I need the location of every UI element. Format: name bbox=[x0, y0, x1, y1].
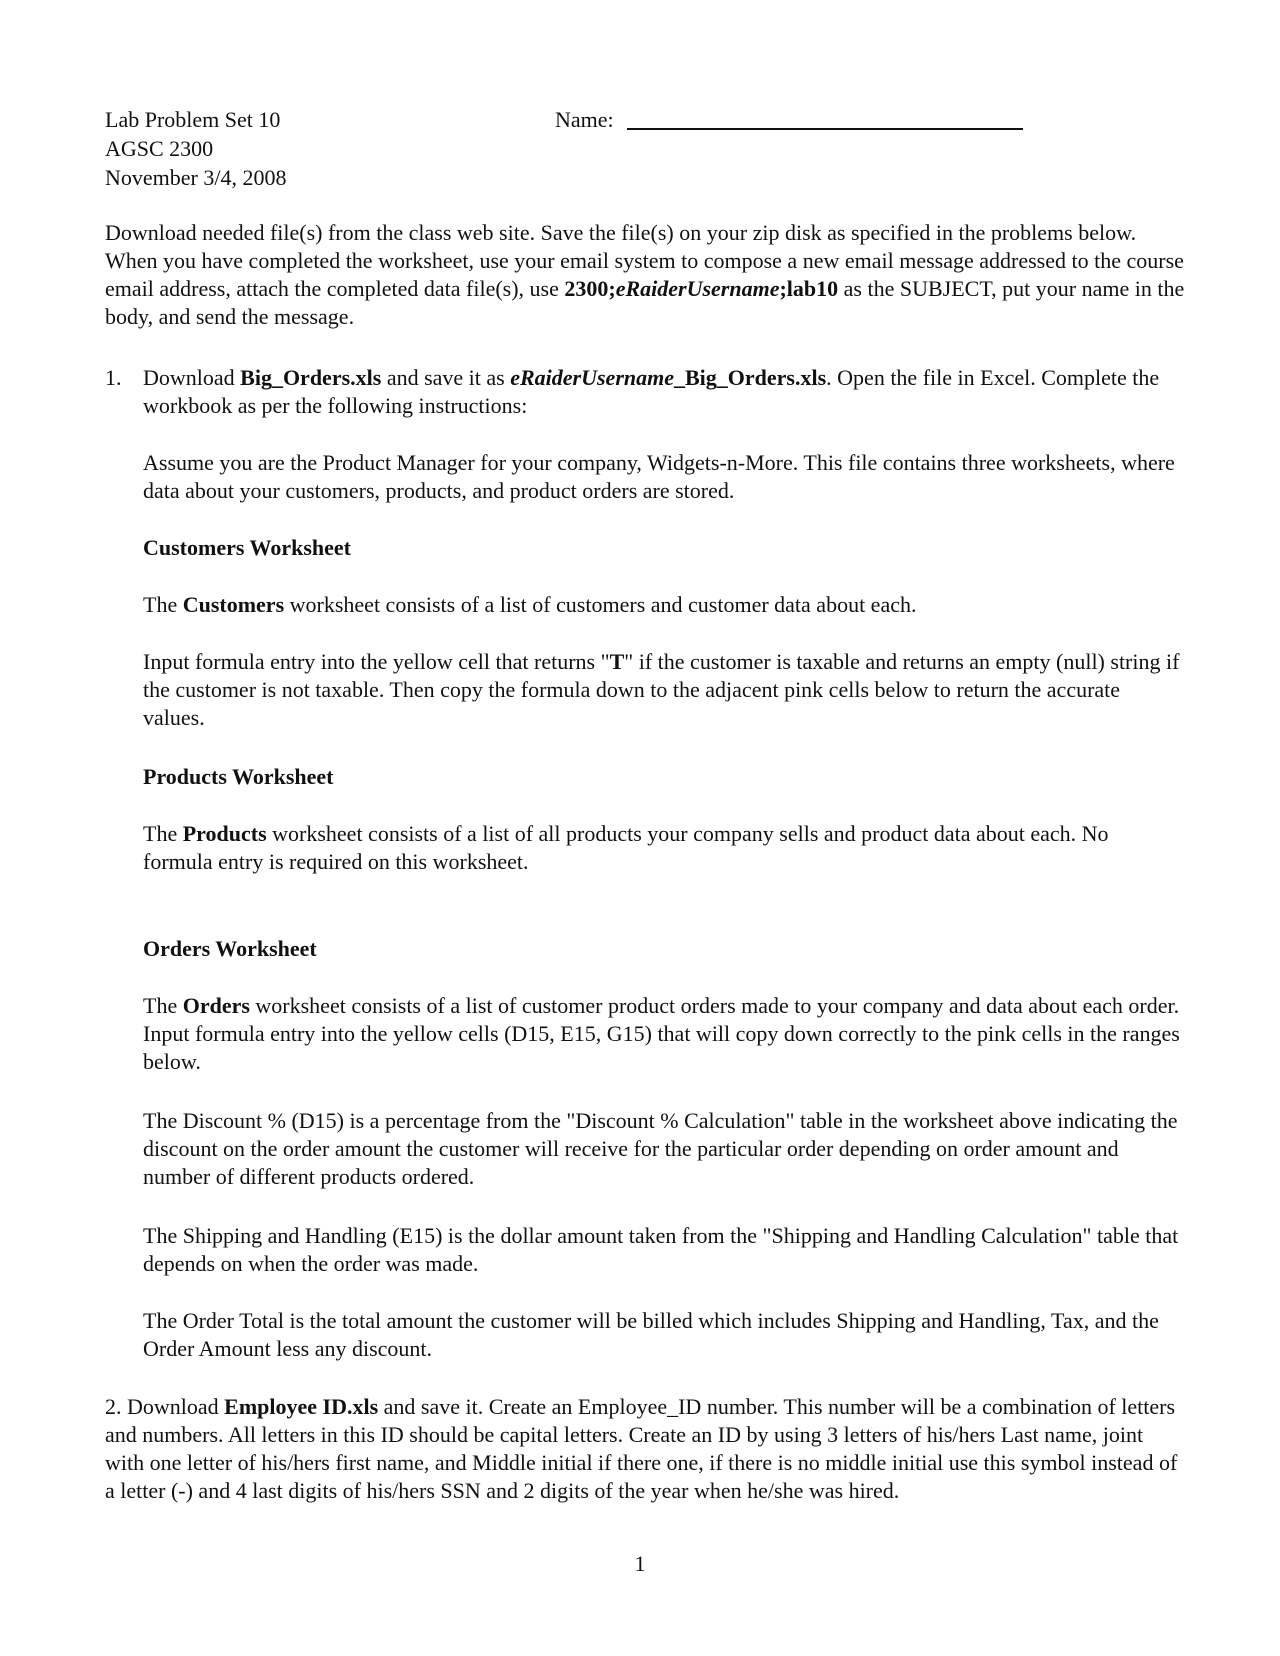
date: November 3/4, 2008 bbox=[105, 165, 287, 190]
problem-1-number: 1. bbox=[105, 365, 122, 390]
customers-paragraph: The Customers worksheet consists of a list of customers and customer data about each. bbox=[143, 592, 917, 617]
name-field bbox=[555, 106, 1025, 135]
orders-paragraph: The Orders worksheet consists of a list of customer product orders made to your company and data about each order. Input formula entry into the yellow cells (D15, E15, G15) that will copy down correctly to the pink cells in the ranges below. bbox=[143, 993, 1180, 1074]
problem-2-paragraph: 2. Download Employee ID.xls and save it. Create an Employee_ID number. This number will be a combination of letters and numbers. All letters in this ID should be capital letters. Create an ID by using 3 letters of his/hers Last name, joint with one letter of his/hers first name, and Middle initial if there one, if there is no middle initial use this symbol instead of a letter (-) and 4 last digits of his/hers SSN and 2 digits of the year when he/she was hired. bbox=[105, 1394, 1178, 1503]
lab-title: Lab Problem Set 10 bbox=[105, 107, 281, 132]
assume-paragraph: Assume you are the Product Manager for your company, Widgets-n-More. This file contains three worksheets, where data about your customers, products, and product orders are stored. bbox=[143, 450, 1175, 503]
shipping-paragraph: The Shipping and Handling (E15) is the dollar amount taken from the "Shipping and Handling Calculation" table that depends on when the order was made. bbox=[143, 1223, 1179, 1276]
name-label: Name: bbox=[555, 107, 614, 132]
intro-paragraph: Download needed file(s) from the class web site. Save the file(s) on your zip disk as specified in the problems below. When you have completed the worksheet, use your email system to compose a new email message addressed to the course email address, attach the completed data file(s), use 2300;eRaiderUsername;lab10 as the SUBJECT, put your name in the body, and send the message. bbox=[105, 220, 1185, 329]
name-underline bbox=[627, 128, 1023, 130]
customers-input-paragraph: Input formula entry into the yellow cell that returns "T" if the customer is taxable and returns an empty (null) string if the customer is not taxable. Then copy the formula down to the adjacent pink cells below to return the accurate values. bbox=[143, 649, 1180, 730]
products-heading: Products Worksheet bbox=[143, 764, 334, 789]
problem-1-intro: Download Big_Orders.xls and save it as eRaiderUsername_Big_Orders.xls. Open the file in Excel. Complete the workbook as per the following instructions: bbox=[143, 365, 1160, 418]
header-info bbox=[105, 106, 525, 193]
course-code: AGSC 2300 bbox=[105, 136, 214, 161]
customers-heading: Customers Worksheet bbox=[143, 535, 351, 560]
products-paragraph: The Products worksheet consists of a list of all products your company sells and product data about each. No formula entry is required on this worksheet. bbox=[143, 821, 1109, 874]
order-total-paragraph: The Order Total is the total amount the customer will be billed which includes Shipping and Handling, Tax, and the Order Amount less any discount. bbox=[143, 1308, 1159, 1361]
orders-heading: Orders Worksheet bbox=[143, 936, 317, 961]
page-number: 1 bbox=[634, 1551, 646, 1576]
discount-paragraph: The Discount % (D15) is a percentage from the "Discount % Calculation" table in the worksheet above indicating the discount on the order amount the customer will receive for the particular order depending on order amount and number of different products ordered. bbox=[143, 1108, 1178, 1189]
